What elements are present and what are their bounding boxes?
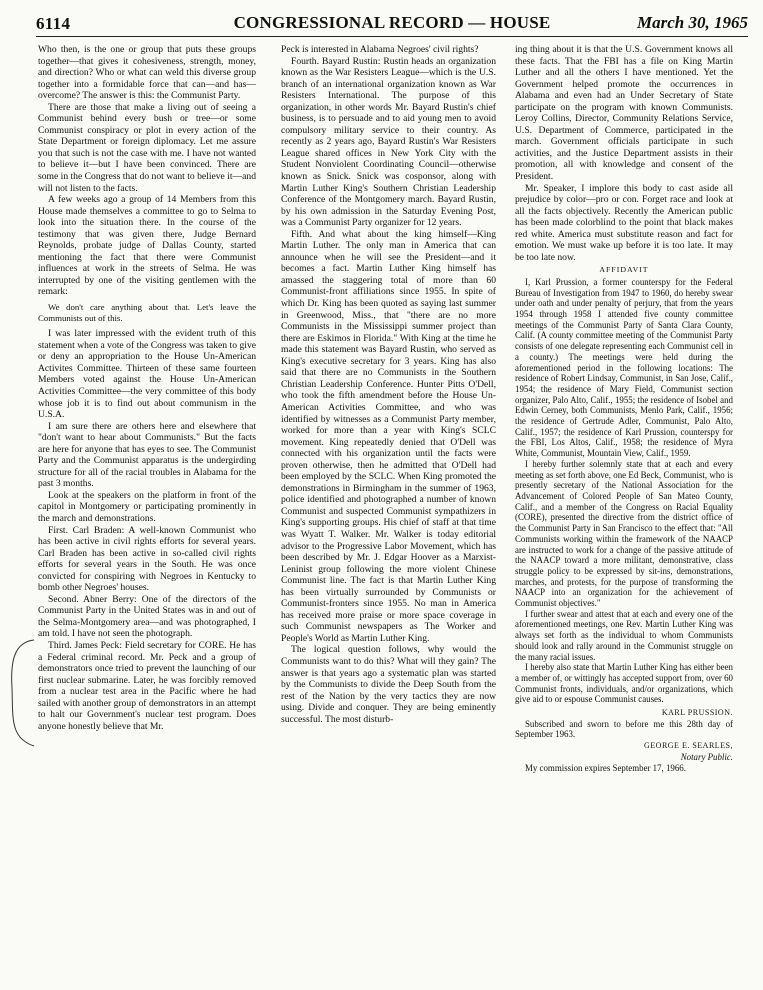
handwritten-bracket-mark [6, 638, 36, 748]
page-number: 6114 [36, 14, 71, 33]
block-quote: We don't care anything about that. Let's leave the Communists out of this. [38, 302, 256, 323]
paragraph: I was later impressed with the evident truth of this statement when a vote of the Congress was taken to give or deny an appropriation to the House Un-American Activites Committee. Thirteen of these same fourteen Members voted against the House Un-American Activities Committee—the very committee of this body whose job it is to find out about communism in the U.S.A. [38, 328, 256, 421]
notary-name: GEORGE E. SEARLES, [644, 741, 733, 751]
paragraph: Look at the speakers on the platform in front of the capitol in Montgomery or participating prominently in the march and demonstrations. [38, 489, 256, 524]
affidavit-paragraph: I, Karl Prussion, a former counterspy for the Federal Bureau of Investigation from 1947 to 1960, do hereby swear under oath and under penalty of perjury, that from the years 1954 through 1958 I attended five county committee meetings of the Communist Party of Santa Clara County, Calif. (A county committee meeting of the Communist Party consists of one delegate representing each Communist cell in a county.) The meetings were held during the aforementioned period in the following locations: The residence of Robert Lindsay, Communist, in San Jose, Calif., 1954; the residence of Mary Field, Communist section organizer, Palo Alto, Calif., 1955; the residence of Isobel and Edwin Cerney, both Communists, Menlo Park, Calif., 1956; the residence of Gertrude Adler, Communist, Palo Alto, Calif., 1957; the residence of Karl Prussion, counterspy for the FBI, Los Altos, Calif., 1958; the residence of Myra White, Communist, Mountain View, Calif., 1959. [515, 276, 733, 459]
paragraph: There are those that make a living out of seeing a Communist behind every bush or tree—or some Communist conspiracy or plot in every action of the State Department or foreign diplomacy. Let me assure you that such is not the case with me. I have not wanted to believe it—but I have been convinced. There are some in the Congress that do not want to believe it—and will not listen to the facts. [38, 101, 256, 194]
affidavit-paragraph: I hereby also state that Martin Luther King has either been a member of, or wittingly has accepted support from, over 60 Communist fronts, individuals, and/or organizations, which give aid to or espouse Communist causes. [515, 662, 733, 705]
affidavit-paragraph: I further swear and attest that at each and every one of the aforementioned meetings, one Rev. Martin Luther King was always set forth as the individual to whom Communists should look and rally around in the Communist struggle on the many racial issues. [515, 608, 733, 662]
affiant-signature: KARL PRUSSION. [661, 708, 733, 718]
paragraph: I am sure there are others here and elsewhere that "don't want to hear about Communists." But the facts are here for anyone that has eyes to see. The Communist Party and the Communist apparatus is the undergirding structure for all of the racial troubles in Alabama for the past 3 months. [38, 420, 256, 490]
paragraph: Peck is interested in Alabama Negroes' civil rights? [281, 44, 479, 55]
publication-date: March 30, 1965 [637, 13, 748, 32]
notary-title: Notary Public. [680, 751, 733, 762]
affidavit-paragraph: I hereby further solemnly state that at each and every meeting as set forth above, one Ed Beck, Communist, who is presently secretary of the National Association for the Advancement of Colored People of San Mateo County, Calif., and a member of the Congress on Racial Equality (CORE), presented the directive from the district office of the Communist Party in San Francisco to the effect that: "All Communists working within the framework of the NAACP are instructed to work for a change of the passive attitude of the NAACP toward a more militant, demonstrative, class struggle policy to be expressed by sit-ins, demonstrations, marches, and protests, for the purpose of transforming the NAACP into an organization for the achievement of Communist objectives." [515, 458, 733, 609]
paragraph: Mr. Speaker, I implore this body to cast aside all prejudice by color—pro or con. Forget race and look at all the facts objectively. Recently the American public has been made colorblind to the point that black makes red white. America must substitute reason and fact for emotion. We must wake up before it is too late. It may be too late now. [515, 182, 733, 263]
page-header [36, 10, 748, 36]
sworn-statement: Subscribed and sworn to before me this 28th day of September 1963. [515, 718, 733, 740]
publication-title: CONGRESSIONAL RECORD — HOUSE [233, 13, 551, 32]
paragraph: First. Carl Braden: A well-known Communist who has been active in civil rights efforts for several years. Carl Braden has been active in so-called civil rights efforts for several years in the South. He was once convicted for conspiring with Negroes in Kentucky to bomb other Negroes' houses. [38, 524, 256, 594]
paragraph: ing thing about it is that the U.S. Government knows all these facts. That the FBI has a file on King Martin Luther and all the others I have mentioned. Yet the Government helped promote the occurrences in Alabama and even had an Under Secretary of State participate on the program with known Communists. Leroy Collins, Director, Community Relations Service, U.S. Department of Commerce, participated in the march. Government officials participate in such activities, and the Justice Department assists in their promotion, all with knowledge and consent of the President. [515, 44, 733, 183]
header-rule [36, 36, 748, 37]
paragraph: A few weeks ago a group of 14 Members from this House made themselves a committee to go to Selma to look into the situation there. In the course of the testimony that was given there, Judge Bernard Reynolds, probate judge of Dallas County, started mentioning the fact that there were Communist influences at work in the streets of Selma. He was interrupted by one of the visiting gentlemen with the remark: [38, 194, 256, 298]
commission-expiry: My commission expires September 17, 1966. [525, 763, 686, 774]
paragraph: Fourth. Bayard Rustin: Rustin heads an organization known as the War Resisters League—which is the U.S. branch of an international organization known as War Resisters International. The purpose of this organization, in other words Mr. Bayard Rustin's chief business, is to persuade and to aid young men to avoid compulsory military service to their country. As recently as 2 years ago, Bayard Rustin's War Resisters League shared offices in New York City with the Student Nonviolent Coordinating Council—otherwise known as Snick. Snick was cosponsor, along with Martin Luther King's Southern Christian Leadership Conference of the Montgomery march. Bayard Rustin, by his own admission in the Saturday Evening Post, was a Communist Party organizer for 12 years. [281, 55, 496, 229]
column-2 [281, 44, 496, 984]
column-3 [515, 44, 733, 984]
paragraph: Who then, is the one or group that puts these groups together—that gives it cohesiveness, strength, money, and direction? Who or what can weld this diverse group together into a formidable force that can—and has—overcome? The answer is this: the Communist Party. [38, 44, 256, 102]
paragraph: Fifth. And what about the king himself—King Martin Luther. The only man in America that can announce when he will see the President—and it becomes a fact. Martin Luther King himself has amassed the staggering total of more than 60 Communist-front affiliations since 1955. In spite of which Dr. King has been quoted as saying last summer in Greenwood, Miss., that "there are no more Communists in the Mississippi summer project than there are Eskimos in Florida." With King at the time he made this statement was Bayard Rustin, who served as King's executive secretary for 3 years. King has also said that there are no Communists in the Southern Christian Leadership Conference. Hunter Pitts O'Dell, who took the fifth amendment before the House Un-American Activities Committee, and who was identified by witnesses as a Communist Party member, worked for more than a year with King's SCLC movement. King repeatedly denied that O'Dell was connected with his organization until the facts were proven otherwise, then he admitted that O'Dell had been employed by the SCLC. When King promoted the demonstrations in Birmingham in the summer of 1963, police identified and photographed a number of known Communist and suspected Communist sympathizers in King's supporting groups. His chief of staff at that time was Wyatt T. Walker. Mr. Walker is today editorial advisor to the Progressive Labor Movement, which has been described by Mr. J. Edgar Hoover as a Marxist-Leninist group following the more violent Chinese Communist line. The fact is that Martin Luther King has been virtually surrounded by Communists or Communist-fronters since 1955. No man in America has received more praise or more space coverage in such Communist newspapers as The Worker and People's World as Martin Luther King. [281, 228, 496, 644]
column-1 [38, 44, 256, 984]
paragraph: Third. James Peck: Field secretary for CORE. He has a Federal criminal record. Mr. Peck and a group of demonstrators once tried to prevent the launching of our first nuclear submarine. Later, he was forcibly removed from a nuclear test area in the Pacific where he had sailed with another group of demonstrators in an attempt to halt our Government's nuclear test program. Does anyone honestly believe that Mr. [38, 639, 256, 732]
paragraph: Second. Abner Berry: One of the directors of the Communist Party in the United States was in and out of the Selma-Montgomery area—and was photographed, I am told. I have not seen the photograph. [38, 593, 256, 640]
affidavit-heading: AFFIDAVIT [599, 265, 649, 275]
paragraph: The logical question follows, why would the Communists want to do this? What will they gain? The answer is that years ago a systematic plan was started by the Communists to divide the Deep South from the rest of the Nation by the very tactics they are now using. Divide and conquer. They are being eminently successful. The most disturb- [281, 644, 496, 725]
